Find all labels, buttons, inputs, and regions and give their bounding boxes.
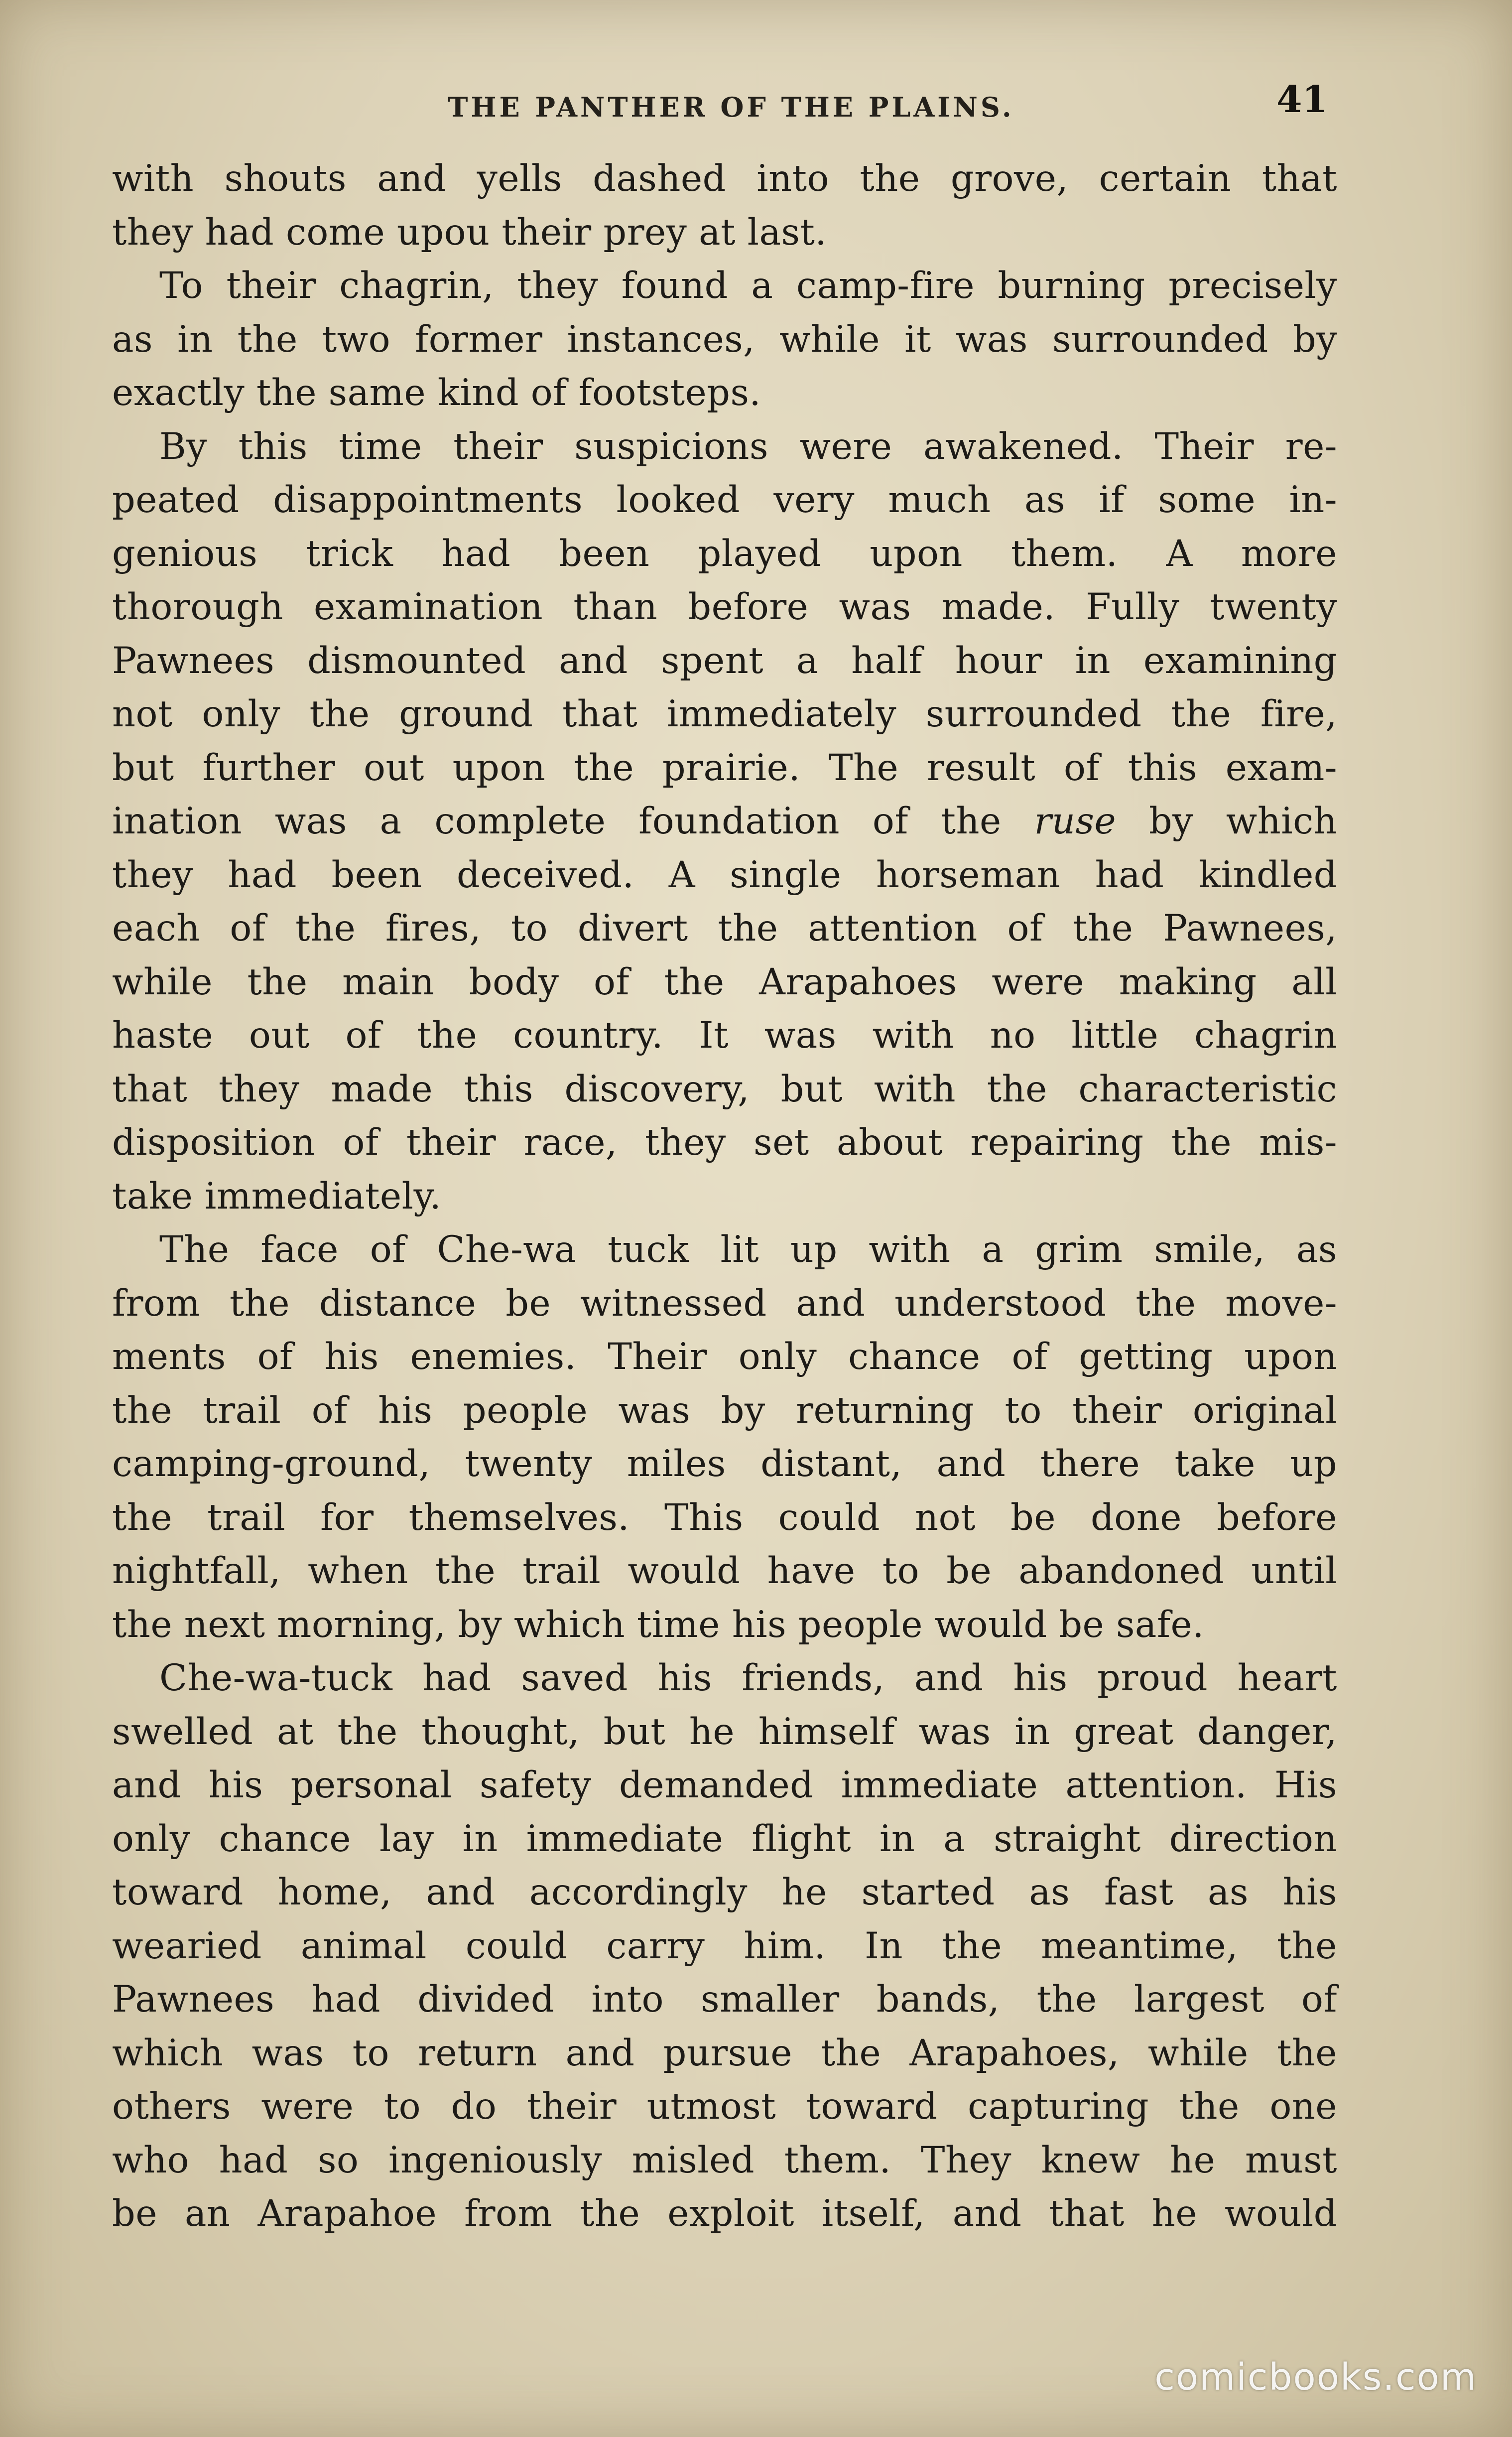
text-line: be an Arapahoe from the exploit itself, and that he would — [112, 2192, 1337, 2235]
text-line: but further out upon the prairie. The result of this exam- — [112, 746, 1337, 789]
text-line: toward home, and accordingly he started as fast as his — [112, 1871, 1337, 1913]
text-line: and his personal safety demanded immediate attention. His — [112, 1764, 1337, 1806]
text-line: genious trick had been played upon them. A more — [112, 532, 1337, 575]
text-line: as in the two former instances, while it was surrounded by — [112, 318, 1337, 361]
text-line: they had come upou their prey at last. — [112, 211, 827, 254]
text-line: while the main body of the Arapahoes were making all — [112, 960, 1337, 1003]
text-line: ments of his enemies. Their only chance of getting upon — [112, 1336, 1337, 1378]
running-head: THE PANTHER OF THE PLAINS. — [448, 91, 1014, 123]
text-line: To their chagrin, they found a camp-fire burning precisely — [159, 265, 1337, 307]
text-line: camping-ground, twenty miles distant, and there take up — [112, 1443, 1337, 1485]
text-line: each of the fires, to divert the attention of the Pawnees, — [112, 907, 1337, 949]
body-text — [112, 152, 1337, 2241]
text-line: others were to do their utmost toward capturing the one — [112, 2085, 1337, 2128]
watermark: comicbooks.com — [1154, 2356, 1477, 2399]
text-line: peated disappointments looked very much as if some in- — [112, 479, 1337, 521]
text-line: ination was a complete foundation of the ruse by which — [112, 800, 1337, 842]
text-line: disposition of their race, they set about repairing the mis- — [112, 1121, 1337, 1164]
text-line: take immediately. — [112, 1175, 442, 1218]
text-line: haste out of the country. It was with no little chagrin — [112, 1014, 1337, 1057]
text-line: exactly the same kind of footsteps. — [112, 372, 761, 414]
text-line: from the distance be witnessed and understood the move- — [112, 1282, 1337, 1325]
text-line: thorough examination than before was made. Fully twenty — [112, 586, 1337, 628]
text-line: who had so ingeniously misled them. They knew he must — [112, 2139, 1337, 2181]
text-line: The face of Che-wa tuck lit up with a grim smile, as — [159, 1228, 1337, 1271]
text-line: the next morning, by which time his people would be safe. — [112, 1603, 1204, 1646]
text-line: not only the ground that immediately surrounded the fire, — [112, 693, 1337, 735]
page-number: 41 — [1276, 78, 1328, 121]
text-line: Che-wa-tuck had saved his friends, and his proud heart — [159, 1657, 1337, 1699]
text-line: the trail of his people was by returning to their original — [112, 1389, 1337, 1432]
text-line: Pawnees dismounted and spent a half hour in examining — [112, 639, 1337, 682]
text-line: By this time their suspicions were awakened. Their re- — [159, 425, 1337, 468]
text-line: with shouts and yells dashed into the grove, certain that — [112, 157, 1337, 200]
text-line: wearied animal could carry him. In the meantime, the — [112, 1924, 1337, 1967]
text-line: that they made this discovery, but with the characteristic — [112, 1068, 1337, 1110]
text-line: which was to return and pursue the Arapahoes, while the — [112, 2031, 1337, 2074]
text-line: the trail for themselves. This could not be done before — [112, 1496, 1337, 1539]
text-line: they had been deceived. A single horseman had kindled — [112, 853, 1337, 896]
text-line: swelled at the thought, but he himself was in great danger, — [112, 1710, 1337, 1753]
text-line: Pawnees had divided into smaller bands, the largest of — [112, 1978, 1337, 2021]
text-line: nightfall, when the trail would have to be abandoned until — [112, 1550, 1337, 1592]
text-line: only chance lay in immediate flight in a straight direction — [112, 1817, 1337, 1860]
